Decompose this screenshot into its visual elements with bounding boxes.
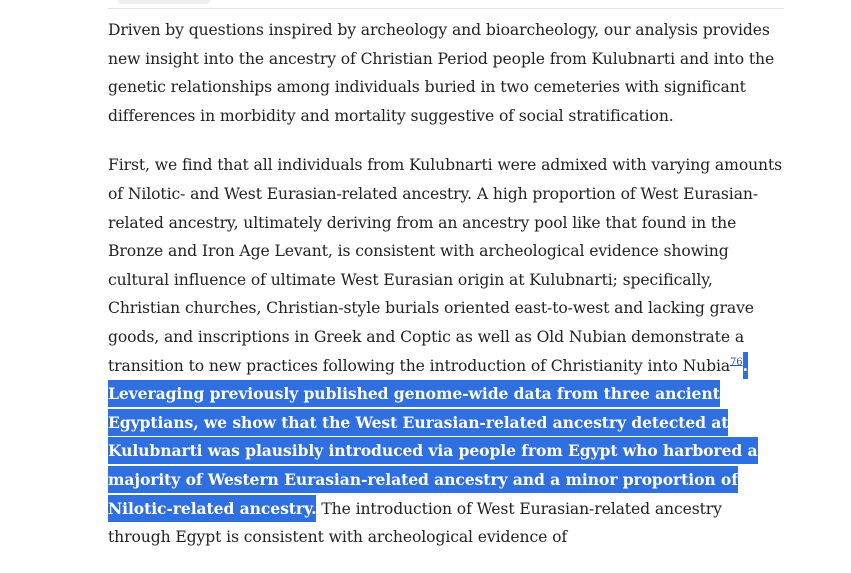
top-tab-edge bbox=[118, 0, 210, 4]
paragraph-2 bbox=[108, 151, 788, 551]
article-body bbox=[108, 16, 788, 573]
citation-link[interactable]: 76 bbox=[730, 356, 743, 368]
selected-text[interactable]: . Leveraging previously published genome-wide data from three ancient Egyptians, we show that the West Eurasian-related ancestry detected at Kulubnarti was plausibly introduced via people from Egypt who harbored a majority of Western Eurasian-related ancestry and a minor proportion of Nilotic-related ancestry. bbox=[108, 352, 758, 522]
top-divider bbox=[108, 8, 784, 9]
paragraph-2-continuation: The introduction of West Eurasian-related ancestry through Egypt is consistent with archeological evidence of bbox=[108, 499, 722, 547]
paragraph-2-text: First, we find that all individuals from Kulubnarti were admixed with varying amounts of Nilotic- and West Eurasian-related ancestry. A high proportion of West Eurasian-related ancestry, ultimately deriving from an ancestry pool like that found in the Bronze and Iron Age Levant, is consistent with archeological evidence showing cultural influence of ultimate West Eurasian origin at Kulubnarti; specifically, Christian churches, Christian-style burials oriented east-to-west and lacking grave goods, and inscriptions in Greek and Coptic as well as Old Nubian demonstrate a transition to new practices following the introduction of Christianity into Nubia bbox=[108, 156, 783, 375]
paragraph-1: Driven by questions inspired by archeology and bioarcheology, our analysis provides new insight into the ancestry of Christian Period people from Kulubnarti and into the genetic relationships among individuals buried in two cemeteries with significant differences in morbidity and mortality suggestive of social stratification. bbox=[108, 21, 775, 125]
